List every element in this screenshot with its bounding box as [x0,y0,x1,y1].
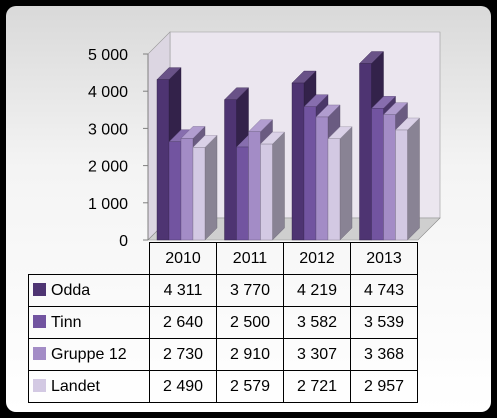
bar-side [273,132,285,240]
table-row-odda [29,275,418,307]
bar [157,80,169,240]
data-label: 3 307 [284,339,351,371]
legend-swatch [33,347,46,360]
legend-cell [29,307,150,339]
bar [249,132,261,240]
data-label: 2 721 [284,371,351,403]
data-label: 2 910 [217,339,284,371]
year-header: 2010 [150,243,217,275]
legend-swatch [33,283,46,296]
bar-side [340,127,352,240]
legend-swatch [33,315,46,328]
bar [237,147,249,240]
data-label: 2 490 [150,371,217,403]
table-header-row [29,243,418,275]
y-tick-label: 5 000 [87,47,128,64]
bar [169,142,181,240]
data-label: 3 582 [284,307,351,339]
bar [304,107,316,240]
table-corner [29,243,150,275]
data-label: 2 957 [351,371,418,403]
year-header: 2013 [351,243,418,275]
bar [328,139,340,240]
data-label: 2 640 [150,307,217,339]
data-label: 2 500 [217,307,284,339]
legend-swatch [33,379,46,392]
data-label: 2 579 [217,371,284,403]
legend-cell [29,371,150,403]
legend-cell [29,339,150,371]
y-tick-label: 3 000 [87,121,128,139]
table-row-gruppe-12 [29,339,418,371]
bar [193,147,205,240]
data-label: 4 743 [351,275,418,307]
bar [316,117,328,240]
data-table [28,242,418,403]
table-row-tinn [29,307,418,339]
bar [384,115,396,240]
legend-label: Gruppe 12 [51,345,127,363]
y-tick-label: 1 000 [87,195,128,213]
bar [372,108,384,240]
bar [360,64,372,240]
data-label: 4 311 [150,275,217,307]
bar [292,83,304,240]
bar [261,144,273,240]
data-label: 3 368 [351,339,418,371]
year-header: 2011 [217,243,284,275]
bar-side [205,135,217,240]
legend-label: Landet [51,377,100,395]
bar [181,138,193,240]
bar-side [408,118,420,240]
data-label: 3 770 [217,275,284,307]
data-label: 4 219 [284,275,351,307]
data-label: 2 730 [150,339,217,371]
year-header: 2012 [284,243,351,275]
bar [225,100,237,240]
y-tick-label: 0 [119,233,128,250]
y-tick-label: 4 000 [87,84,128,102]
legend-cell [29,275,150,307]
data-label: 3 539 [351,307,418,339]
bar [396,130,408,240]
legend-label: Odda [51,281,91,299]
legend-label: Tinn [51,313,82,331]
y-tick-label: 2 000 [87,158,128,176]
table-row-landet [29,371,418,403]
